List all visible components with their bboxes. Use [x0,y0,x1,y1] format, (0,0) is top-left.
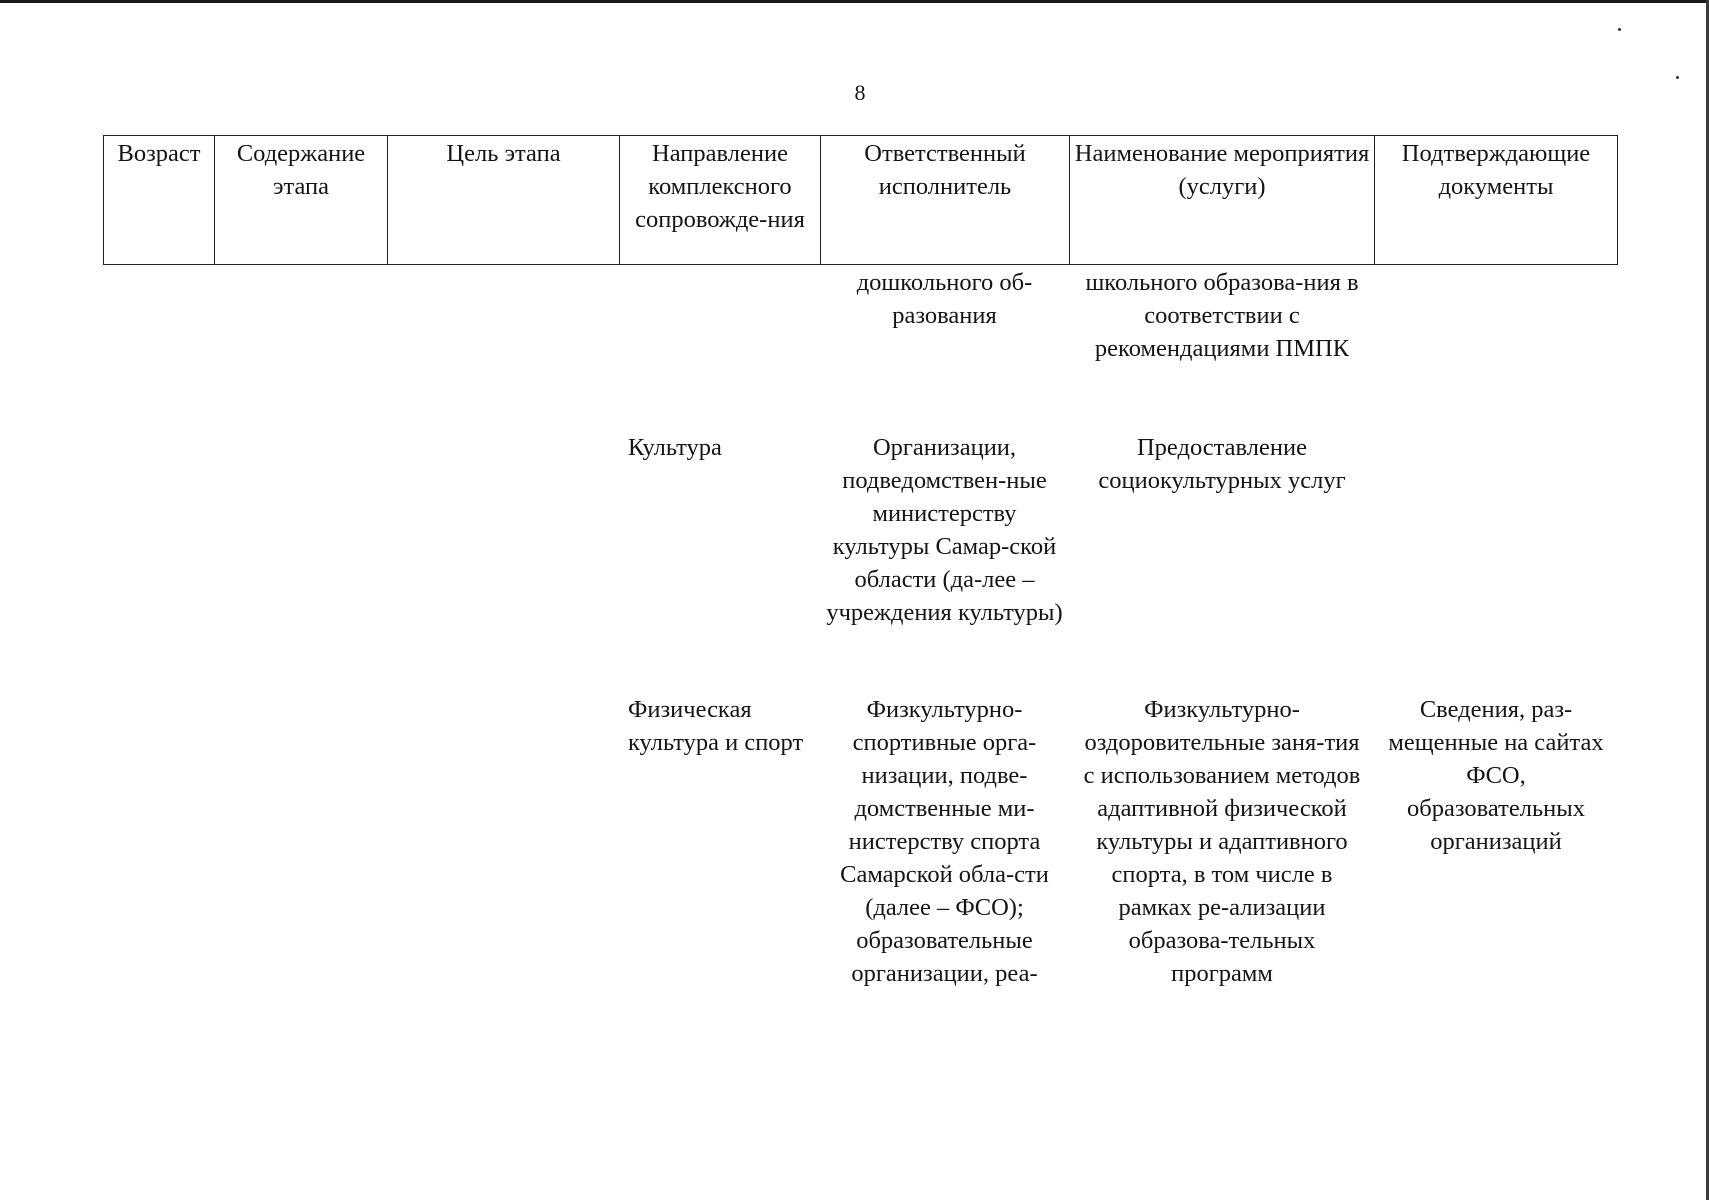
row2-event: Предоставление социокультурных услуг [1098,434,1346,494]
row2-direction: Культура [628,434,722,461]
row3-executor: Физкультурно-спортивные орга-низации, подве-домственные ми-нистерству спорта Самарской обла-сти (далее – ФСО); образовательные организации, реа- [840,696,1049,987]
header-stage-content: Содержание этапа [215,136,388,265]
page-number: 8 [854,80,866,105]
header-row [104,136,1618,265]
row1-event: школьного образова-ния в соответствии с рекомендациями ПМПК [1085,269,1359,362]
scan-border-top [0,0,1709,3]
header-stage-goal: Цель этапа [388,136,620,265]
row3-direction: Физическая культура и спорт [628,696,804,756]
header-support-direction: Направление комплексного сопровожде-ния [620,136,821,265]
table-header [103,135,1618,265]
row3-documents: Сведения, раз-мещенные на сайтах ФСО, образовательных организаций [1388,696,1604,855]
row1-executor: дошкольного об-разования [856,269,1033,329]
header-age: Возраст [104,136,215,265]
scan-speck [1618,28,1621,31]
header-executor: Ответственный исполнитель [821,136,1070,265]
row3-event: Физкультурно-оздоровительные заня-тия с использованием методов адаптивной физической культуры и адаптивного спорта, в том числе в рамках ре-ализации образова-тельных программ [1083,696,1361,987]
header-event-name: Наименование мероприятия (услуги) [1070,136,1375,265]
header-documents: Подтверждающие документы [1375,136,1618,265]
row2-executor: Организации, подведомствен-ные министерству культуры Самар-ской области (да-лее – учреждения культуры) [826,434,1063,626]
scan-speck [1676,76,1679,79]
